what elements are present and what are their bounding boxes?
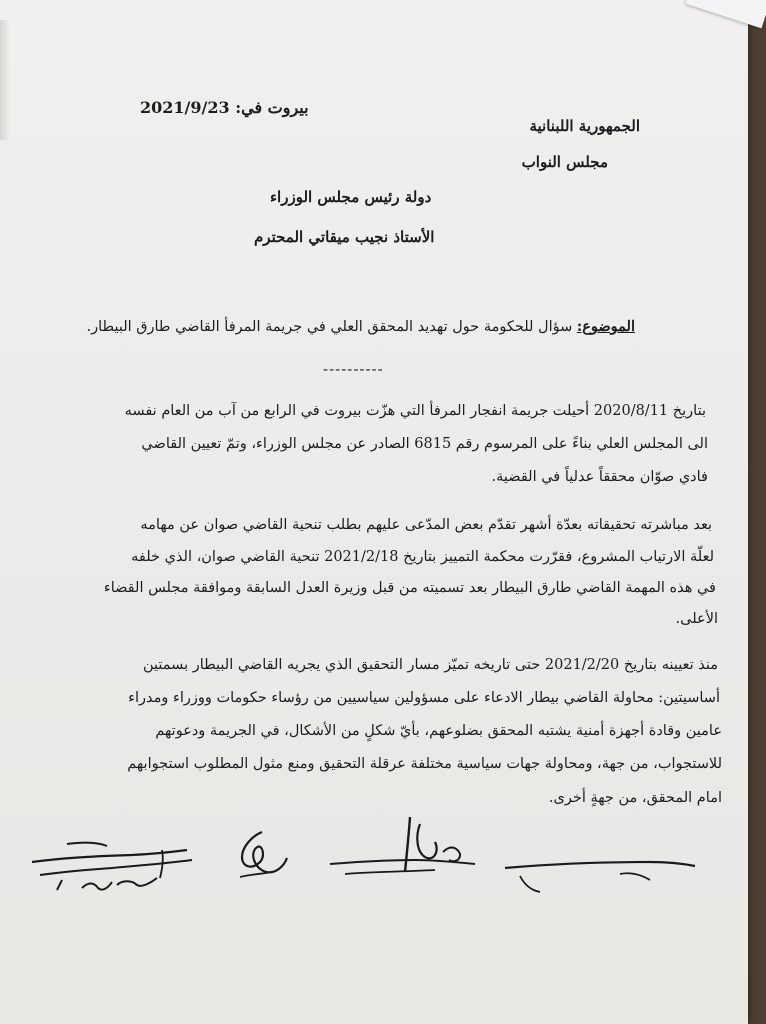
subject-line [87, 318, 635, 335]
recipient-name: الأستاذ نجيب ميقاتي المحترم [254, 228, 435, 246]
paragraph-2-line-4: الأعلى. [675, 611, 718, 627]
recipient-title: دولة رئيس مجلس الوزراء [270, 188, 432, 206]
signature-3 [325, 812, 485, 892]
paragraph-3-line-3: عامين وقادة أجهزة أمنية يشتبه المحقق بضلوعهم، بأيّ شكلٍ من الأشكال، في الجريمة ودعوتهم [155, 723, 722, 739]
page-edge [0, 20, 10, 140]
paragraph-3-line-4: للاستجواب، من جهة، ومحاولة جهات سياسية مختلفة عرقلة التحقيق ومنع مثول المطلوب استجوابهم [127, 756, 722, 772]
signature-4 [500, 850, 700, 900]
date-line [140, 98, 309, 117]
paragraph-2-line-2: لعلّة الارتياب المشروع، فقرّرت محكمة التمييز بتاريخ 2021/2/18 تنحية القاضي صوان، الذي خلفه [131, 549, 714, 565]
date-value: 2021/9/23 [140, 98, 230, 117]
signature-1 [22, 830, 202, 900]
signature-2 [232, 822, 302, 892]
subject-label: الموضوع: [576, 318, 635, 335]
paragraph-2-line-1: بعد مباشرته تحقيقاته بعدّة أشهر تقدّم بعض المدّعى عليهم بطلب تنحية القاضي صوان عن مهامه [140, 517, 712, 533]
paragraph-1-line-3: فادي صوّان محققاً عدلياً في القضية. [491, 469, 708, 485]
subject-text: سؤال للحكومة حول تهديد المحقق العلي في جريمة المرفأ القاضي طارق البيطار. [86, 319, 573, 335]
paragraph-3-line-5: امام المحقق، من جهةٍ أخرى. [548, 790, 722, 806]
paragraph-1-line-1: بتاريخ 2020/8/11 أحيلت جريمة انفجار المرفأ التي هزّت بيروت في الرابع من آب من العام نفسه [124, 403, 706, 419]
separator: ---------- [323, 360, 384, 378]
paragraph-3-line-1: منذ تعيينه بتاريخ 2021/2/20 حتى تاريخه تميّز مسار التحقيق الذي يجريه القاضي البيطار بسمتين [142, 657, 718, 673]
header-republic: الجمهورية اللبنانية [529, 117, 640, 135]
paragraph-2-line-3: في هذه المهمة القاضي طارق البيطار بعد تسميته من قبل وزيرة العدل السابقة وموافقة مجلس القضاء [103, 580, 716, 596]
date-label: بيروت في: [235, 98, 309, 117]
paragraph-1-line-2: الى المجلس العلي بناءً على المرسوم رقم 6815 الصادر عن مجلس الوزراء، وتمّ تعيين القاضي [141, 436, 708, 452]
header-parliament: مجلس النواب [521, 153, 608, 171]
paragraph-3-line-2: أساسيتين: محاولة القاضي بيطار الادعاء على مسؤولين سياسيين من رؤساء حكومات ووزراء ومدراء [128, 690, 720, 706]
